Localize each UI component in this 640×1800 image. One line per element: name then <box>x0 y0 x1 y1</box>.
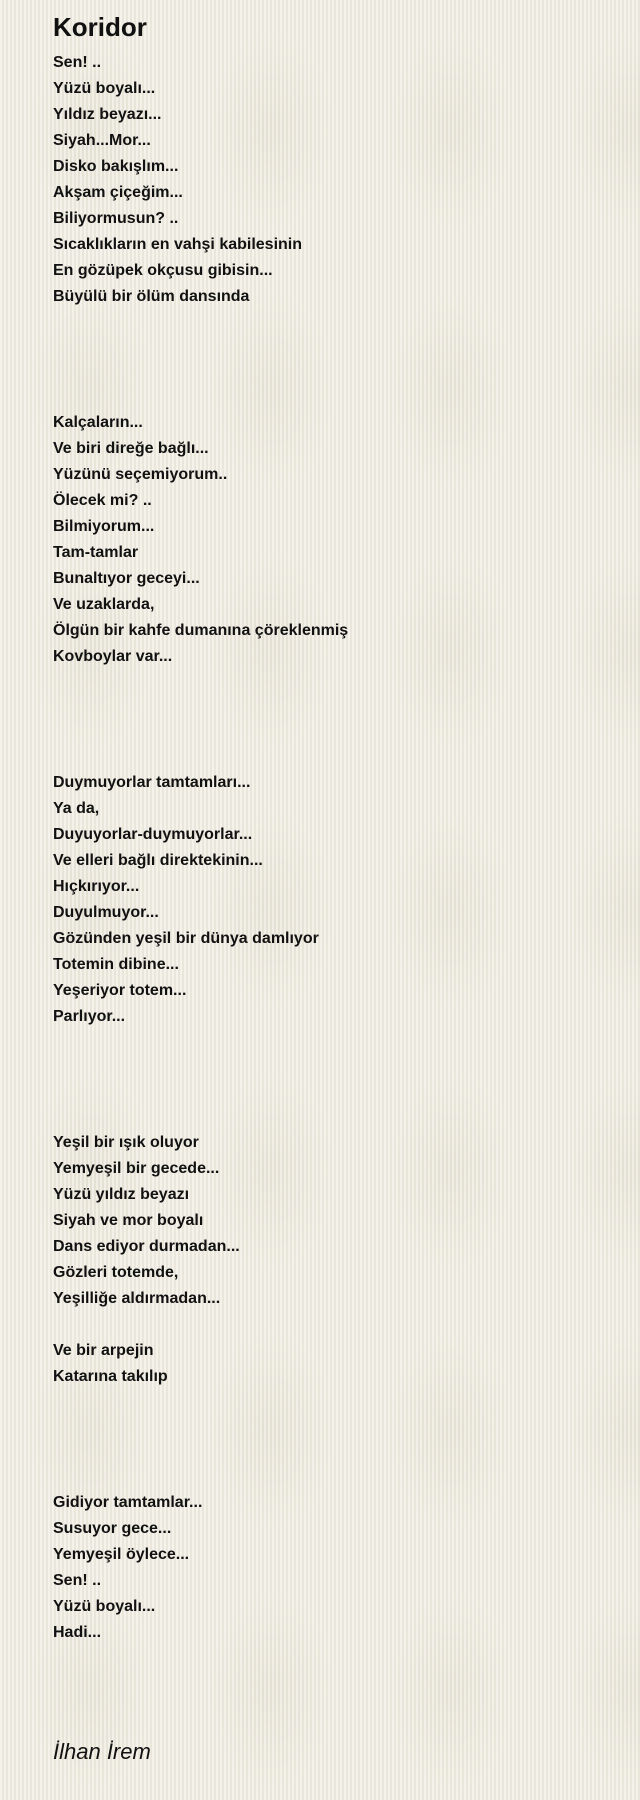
poem-line: Parlıyor... <box>53 1008 126 1025</box>
stanza-gap <box>53 1312 613 1338</box>
poem-line: Yeşeriyor totem... <box>53 982 187 999</box>
poem-line: Yüzü yıldız beyazı <box>53 1186 190 1203</box>
poem-line: Ölgün bir kahfe dumanına çöreklenmiş <box>53 622 349 639</box>
stanza-gap <box>53 670 613 770</box>
poem-line: Gözünden yeşil bir dünya damlıyor <box>53 930 319 947</box>
poem-line: Bunaltıyor geceyi... <box>53 570 200 587</box>
poem-line: Ve bir arpejin <box>53 1342 154 1359</box>
poem-line: Biliyormusun? .. <box>53 210 179 227</box>
stanza-4 <box>53 1130 613 1312</box>
poem-line: Dans ediyor durmadan... <box>53 1238 240 1255</box>
poem-line: Yeşil bir ışık oluyor <box>53 1134 199 1151</box>
poem-line: Yüzü boyalı... <box>53 1598 156 1615</box>
poem-line: Gözleri totemde, <box>53 1264 179 1281</box>
stanza-3 <box>53 770 613 1030</box>
poem-body <box>53 50 613 1646</box>
poem-line: Ölecek mi? .. <box>53 492 152 509</box>
poem-line: En gözüpek okçusu gibisin... <box>53 262 273 279</box>
poem-line: Hadi... <box>53 1624 102 1641</box>
poem-line: Duymuyorlar tamtamları... <box>53 774 251 791</box>
poem-line: Ya da, <box>53 800 100 817</box>
poem-line: Yüzü boyalı... <box>53 80 156 97</box>
stanza-1 <box>53 50 613 310</box>
stanza-gap <box>53 310 613 410</box>
poem-line: Ve biri direğe bağlı... <box>53 440 209 457</box>
stanza-2 <box>53 410 613 670</box>
poem-line: Bilmiyorum... <box>53 518 155 535</box>
poem-line: Disko bakışlım... <box>53 158 179 175</box>
poem-line: Yıldız beyazı... <box>53 106 162 123</box>
poem-line: Yemyeşil öylece... <box>53 1546 190 1563</box>
poem-line: Sen! .. <box>53 1572 102 1589</box>
poem-line: Yüzünü seçemiyorum.. <box>53 466 228 483</box>
poem-container <box>53 10 613 1646</box>
stanza-6 <box>53 1490 613 1646</box>
poem-line: Ve elleri bağlı direktekinin... <box>53 852 263 869</box>
poem-line: Sen! .. <box>53 54 102 71</box>
poem-line: Akşam çiçeğim... <box>53 184 183 201</box>
stanza-gap <box>53 1030 613 1130</box>
poem-line: Kalçaların... <box>53 414 143 431</box>
poem-line: Tam-tamlar <box>53 544 139 561</box>
poem-line: Totemin dibine... <box>53 956 179 973</box>
poem-line: Siyah ve mor boyalı <box>53 1212 204 1229</box>
stanza-5 <box>53 1338 613 1390</box>
poem-line: Büyülü bir ölüm dansında <box>53 288 250 305</box>
poem-line: Gidiyor tamtamlar... <box>53 1494 203 1511</box>
poem-line: Yeşilliğe aldırmadan... <box>53 1290 221 1307</box>
poem-title: Koridor <box>53 12 147 42</box>
poem-line: Kovboylar var... <box>53 648 173 665</box>
poem-line: Duyulmuyor... <box>53 904 159 921</box>
poem-line: Duyuyorlar-duymuyorlar... <box>53 826 253 843</box>
poem-line: Susuyor gece... <box>53 1520 172 1537</box>
stanza-gap <box>53 1390 613 1490</box>
poem-line: Katarına takılıp <box>53 1368 168 1385</box>
poem-line: Yemyeşil bir gecede... <box>53 1160 220 1177</box>
poem-line: Siyah...Mor... <box>53 132 151 149</box>
poem-line: Sıcaklıkların en vahşi kabilesinin <box>53 236 303 253</box>
poem-line: Hıçkırıyor... <box>53 878 140 895</box>
poem-line: Ve uzaklarda, <box>53 596 155 613</box>
poem-author: İlhan İrem <box>53 1739 151 1764</box>
